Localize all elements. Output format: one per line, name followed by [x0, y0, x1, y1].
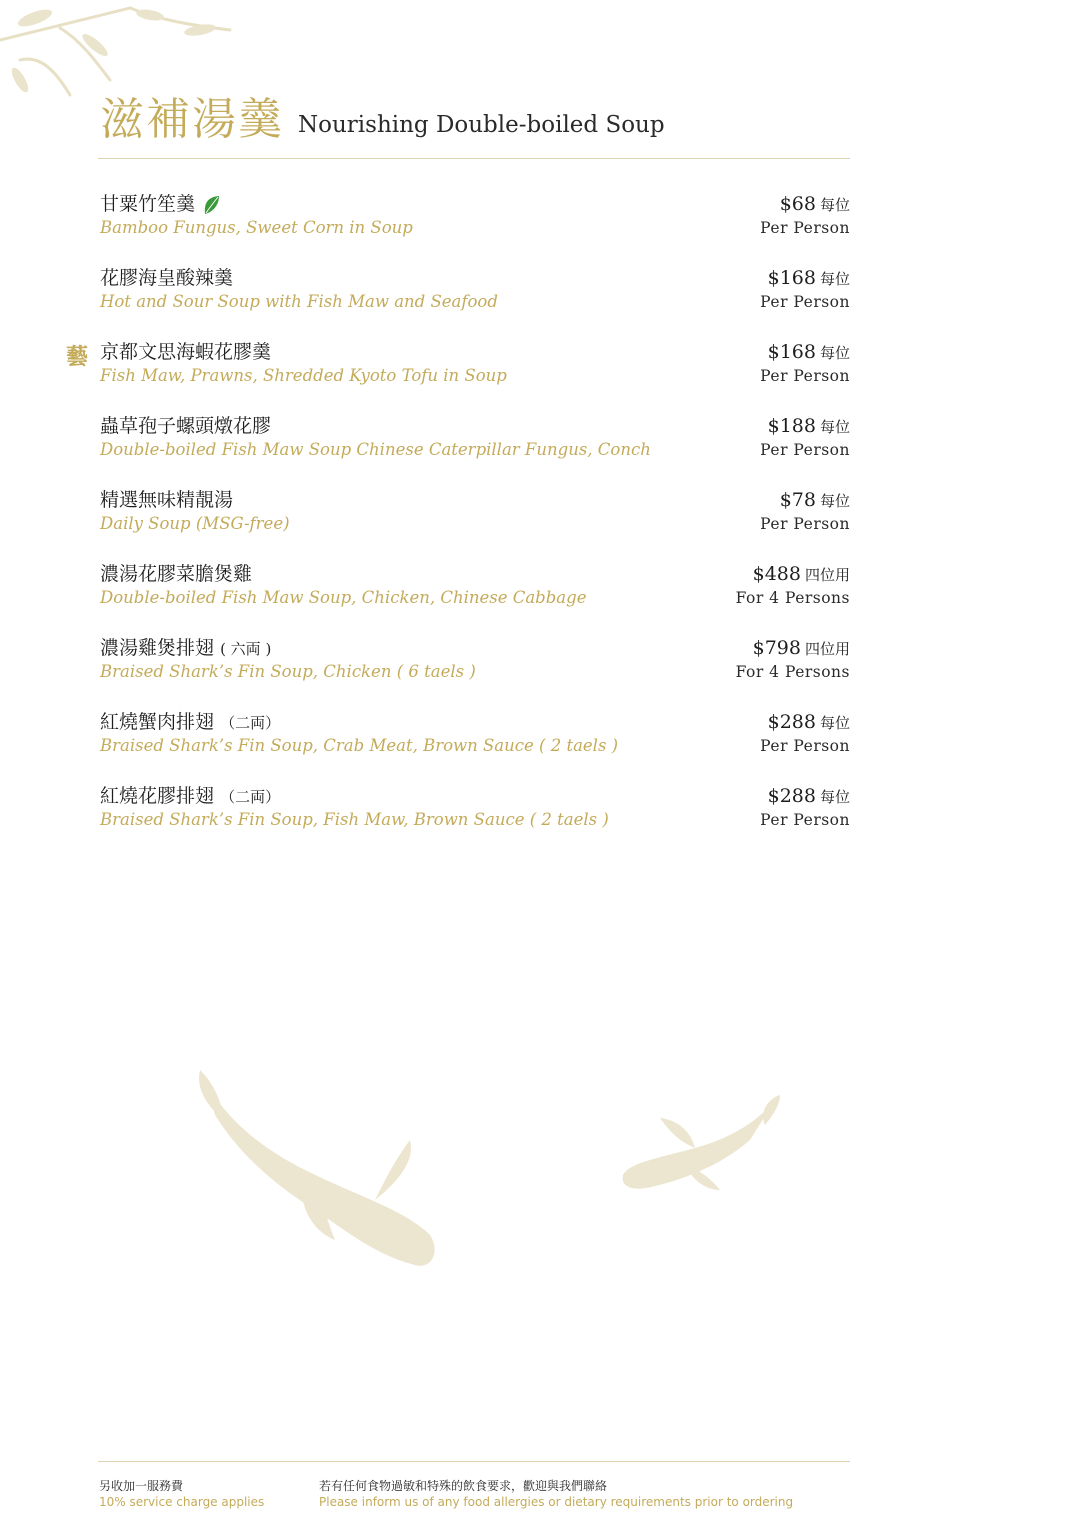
menu-item [100, 487, 850, 547]
dish-name-en: Braised Shark’s Fin Soup, Crab Meat, Brown Sauce ( 2 taels ) [100, 736, 619, 755]
dish-name-zh: 京都文思海蝦花膠羹 [100, 341, 272, 363]
dish-price: $488 四位用 [752, 563, 850, 585]
serving-size: Per Person [760, 515, 850, 533]
dish-weight-note: （二両） [220, 788, 281, 806]
dish-price: $168 每位 [767, 341, 850, 363]
dish-name-en: Daily Soup (MSG-free) [100, 514, 290, 533]
dish-price: $798 四位用 [752, 637, 850, 659]
dish-name-zh: 紅燒花膠排翅 （二両） [100, 785, 281, 807]
footer-divider [98, 1461, 850, 1462]
serving-size: Per Person [760, 293, 850, 311]
dish-weight-note: ( 六両 ) [220, 640, 272, 658]
dish-name-zh: 花膠海皇酸辣羹 [100, 267, 234, 289]
dish-name-en: Bamboo Fungus, Sweet Corn in Soup [100, 218, 413, 237]
header-divider [98, 158, 850, 159]
serving-size: For 4 Persons [735, 589, 850, 607]
dish-weight-note: （二両） [220, 714, 281, 732]
serving-size: Per Person [760, 367, 850, 385]
dish-price: $188 每位 [767, 415, 850, 437]
menu-item [100, 561, 850, 621]
menu-item [100, 413, 850, 473]
koi-fish-decoration [615, 1090, 785, 1200]
page-title-zh: 滋補湯羹 [100, 94, 284, 145]
service-charge-note [99, 1478, 264, 1510]
menu-item [100, 265, 850, 325]
dish-price: $78 每位 [779, 489, 850, 511]
serving-size: Per Person [760, 737, 850, 755]
allergy-note-en: Please inform us of any food allergies or dietary requirements prior to ordering [319, 1495, 794, 1509]
dish-price: $288 每位 [767, 785, 850, 807]
dish-name-zh: 精選無味精靚湯 [100, 489, 234, 511]
service-charge-en: 10% service charge applies [99, 1495, 265, 1509]
page-title-en: Nourishing Double-boiled Soup [298, 112, 665, 139]
dish-name-en: Double-boiled Fish Maw Soup, Chicken, Chinese Cabbage [100, 588, 587, 607]
dish-name-zh: 甘粟竹笙羹 [100, 191, 221, 217]
menu-item [100, 339, 850, 399]
dish-name-zh: 濃湯花膠菜膽煲雞 [100, 563, 253, 585]
serving-size: For 4 Persons [735, 663, 850, 681]
allergy-note-zh: 若有任何食物過敏和特殊的飲食要求，歡迎與我們聯絡 [319, 1479, 608, 1493]
leaf-icon [203, 195, 221, 215]
dish-name-en: Fish Maw, Prawns, Shredded Kyoto Tofu in Soup [100, 366, 507, 385]
menu-item [100, 635, 850, 695]
serving-size: Per Person [760, 219, 850, 237]
dish-name-zh: 蟲草孢子螺頭燉花膠 [100, 415, 272, 437]
dish-name-en: Braised Shark’s Fin Soup, Fish Maw, Brown Sauce ( 2 taels ) [100, 810, 609, 829]
signature-mark: 藝 [66, 344, 89, 370]
dish-price: $68 每位 [779, 193, 850, 215]
dish-name-zh: 紅燒蟹肉排翅 （二両） [100, 711, 281, 733]
page-header [100, 82, 665, 145]
dish-name-zh: 濃湯雞煲排翅 ( 六両 ) [100, 637, 272, 659]
serving-size: Per Person [760, 441, 850, 459]
menu-item [100, 709, 850, 769]
koi-fish-decoration [185, 1060, 455, 1280]
dish-name-en: Double-boiled Fish Maw Soup Chinese Caterpillar Fungus, Conch [100, 440, 651, 459]
dish-price: $288 每位 [767, 711, 850, 733]
serving-size: Per Person [760, 811, 850, 829]
dish-name-en: Hot and Sour Soup with Fish Maw and Seafood [100, 292, 498, 311]
service-charge-zh: 另收加一服務費 [99, 1479, 184, 1493]
menu-item [100, 191, 850, 251]
dish-name-en: Braised Shark’s Fin Soup, Chicken ( 6 taels ) [100, 662, 476, 681]
dish-price: $168 每位 [767, 267, 850, 289]
menu-item [100, 783, 850, 843]
allergy-note [319, 1478, 793, 1510]
